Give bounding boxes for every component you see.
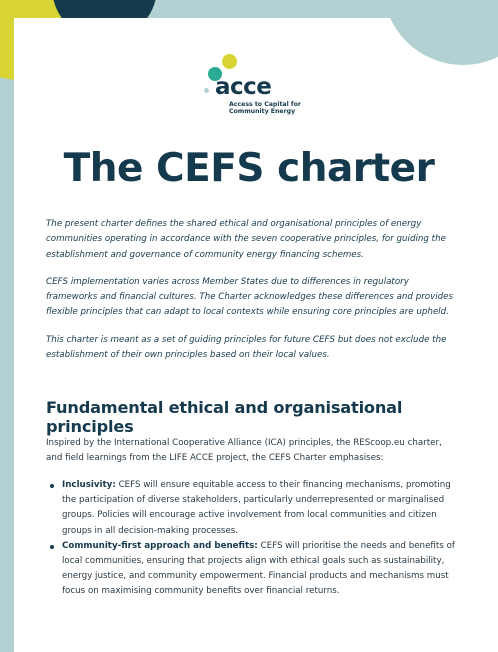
intro-paragraph-3: This charter is meant as a set of guiding principles for future CEFS but does not exclude the establishment of their own principles based on their local values. — [46, 334, 447, 361]
intro-text — [46, 217, 456, 375]
logo-yellow-dot-icon — [222, 54, 237, 69]
bullet-icon — [50, 484, 54, 488]
intro-paragraph-2: CEFS implementation varies across Member States due to differences in regulatory frameworks and financial cultures. The Charter acknowledges these differences and provides flexible principles that can adapt to local contexts while ensuring core principles are upheld. — [46, 276, 454, 318]
bullet-term: Community-first approach and benefits: — [62, 540, 258, 551]
page-title: The CEFS charter — [63, 146, 435, 191]
acce-logo — [195, 52, 305, 122]
intro-paragraph-1: The present charter defines the shared ethical and organisational principles of energy communities operating in accordance with the seven cooperative principles, for guiding the establishment and governance of community energy financing schemes. — [46, 219, 446, 260]
logo-wordmark: acce — [215, 74, 272, 100]
logo-tagline: Access to Capital for Community Energy — [229, 101, 301, 116]
bullet-term: Inclusivity: — [62, 480, 116, 490]
section-lead-paragraph: Inspired by the International Cooperative Alliance (ICA) principles, the REScoop.eu charter, and field learnings from the LIFE ACCE project, the CEFS Charter emphasises: — [46, 438, 442, 464]
bullet-text: CEFS will prioritise the needs and benefits of local communities, ensuring that projects align with ethical goals such as sustainability, energy justice, and community empowerment. Financial products and mechanisms must focus on maximising community benefits over financial returns. — [62, 540, 455, 597]
section-heading: Fundamental ethical and organisational principles — [46, 398, 403, 436]
list-item — [46, 539, 458, 600]
bullet-icon — [50, 545, 54, 549]
list-item — [46, 478, 458, 539]
logo-small-dot-icon — [204, 88, 209, 93]
bullet-text: CEFS will ensure equitable access to their financing mechanisms, promoting the participation of diverse stakeholders, particularly underrepresented or marginalised groups. Policies will encourage active involvement from local communities and citizen groups in all decision-making processes. — [62, 480, 451, 536]
principles-list — [46, 478, 458, 600]
